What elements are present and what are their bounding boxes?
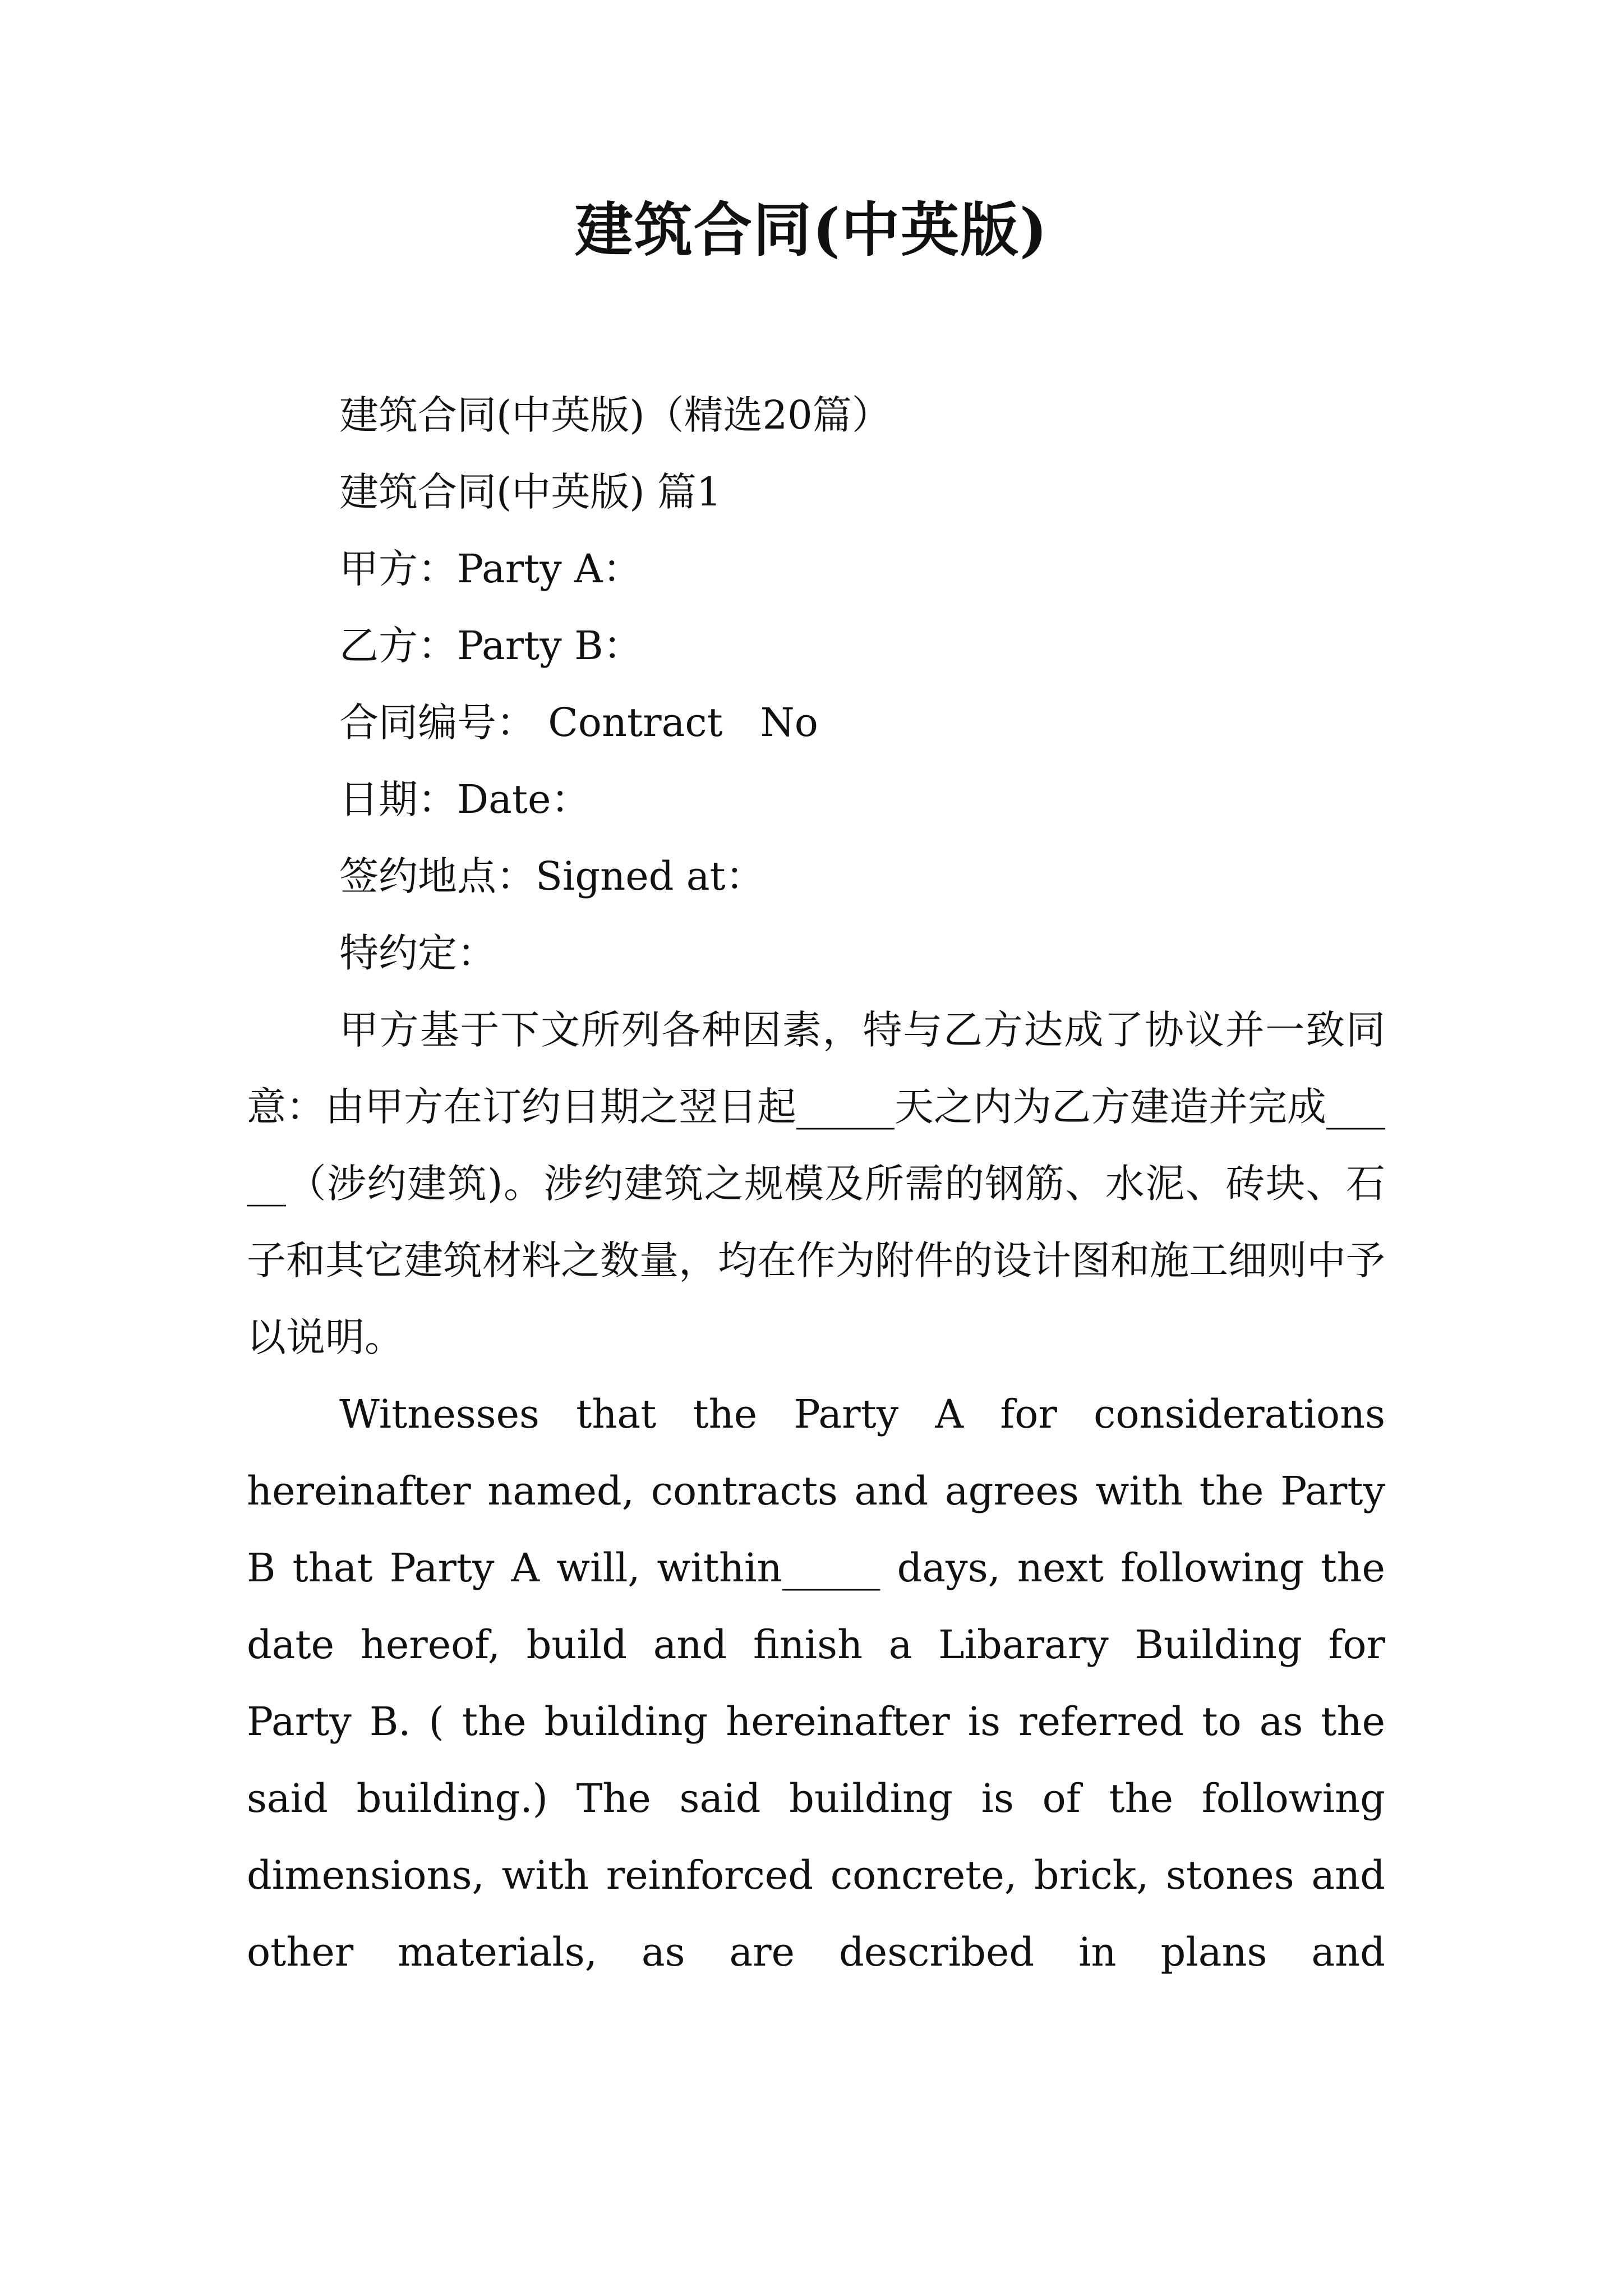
signed-at-line: 签约地点：Signed at： (339, 853, 765, 899)
chinese-paragraph: 甲方基于下文所列各种因素，特与乙方达成了协议并一致同意：由甲方在订约日期之翌日起_____天之内为乙方建造并完成_____（涉约建筑)。涉约建筑之规模及所需的钢筋、水泥、砖块、石子和其它建筑材料之数量，均在作为附件的设计图和施工细则中予以说明。 (247, 1007, 1385, 1360)
contract-number-line: 合同编号： Contract No (339, 700, 818, 746)
party-b-line: 乙方：Party B： (339, 623, 643, 669)
document-title: 建筑合同(中英版) (574, 195, 1049, 264)
subtitle-line: 建筑合同(中英版)（精选20篇） (339, 392, 891, 438)
english-paragraph: Witnesses that the Party A for considerations hereinafter named, contracts and agrees with the Party B that Party A will, within_____ days, next following the date hereof, build and finish a Libarary Building for Party B. ( the building hereinafter is referred to as the said building.) The said building is of the following dimensions, with reinforced concrete, brick, stones and other materials, as are described in plans and (247, 1391, 1385, 1975)
section-heading: 建筑合同(中英版) 篇1 (339, 469, 722, 515)
date-line: 日期：Date： (339, 776, 591, 822)
agreement-intro-line: 特约定： (339, 930, 496, 976)
party-a-line: 甲方：Party A： (339, 546, 642, 592)
